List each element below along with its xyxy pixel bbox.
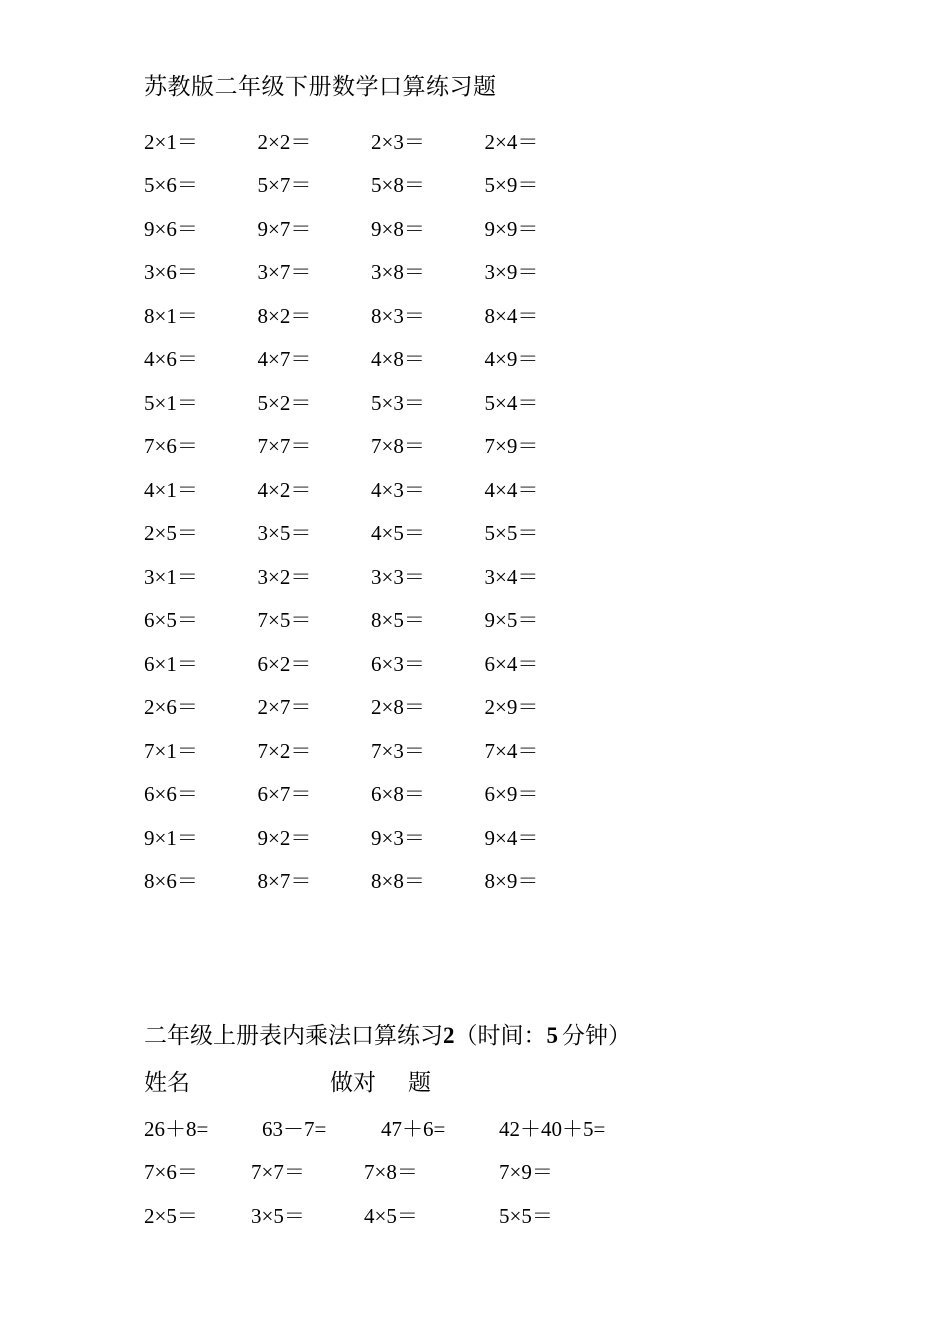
section2-title-prefix: 二年级上册表内乘法口算练习 — [144, 1023, 443, 1048]
question-label: 题 — [408, 1070, 431, 1095]
problem-cell: 5×7＝ — [257, 173, 312, 198]
problem-cell: 7×6＝ — [144, 434, 198, 459]
problem-row — [144, 206, 598, 250]
practice-cell: 7×6＝ — [144, 1160, 198, 1185]
problem-cell: 5×5＝ — [484, 521, 539, 546]
problem-cell: 5×2＝ — [257, 390, 312, 415]
problem-cell: 2×4＝ — [484, 129, 539, 154]
problem-cell: 9×3＝ — [371, 825, 425, 850]
problem-cell: 5×8＝ — [371, 173, 425, 198]
problem-row — [144, 163, 598, 207]
problem-cell: 4×1＝ — [144, 477, 198, 502]
problem-row — [144, 337, 598, 381]
problem-cell: 3×3＝ — [371, 564, 425, 589]
problem-cell: 7×4＝ — [484, 738, 539, 763]
problem-cell: 4×9＝ — [484, 347, 539, 372]
problem-row — [144, 119, 598, 163]
section2-title-number: 2 — [443, 1023, 455, 1048]
problem-cell: 4×6＝ — [144, 347, 198, 372]
problem-cell: 7×1＝ — [144, 738, 198, 763]
problem-cell: 4×7＝ — [257, 347, 312, 372]
problem-cell: 6×6＝ — [144, 782, 198, 807]
problem-cell: 2×2＝ — [257, 129, 312, 154]
problem-cell: 2×5＝ — [144, 521, 198, 546]
problem-row — [144, 293, 598, 337]
problem-cell: 6×2＝ — [257, 651, 312, 676]
problem-row — [144, 815, 598, 859]
problem-cell: 3×1＝ — [144, 564, 198, 589]
problem-cell: 6×9＝ — [484, 782, 539, 807]
problem-cell: 3×7＝ — [257, 260, 312, 285]
problem-cell: 2×9＝ — [484, 695, 539, 720]
problem-row — [144, 380, 598, 424]
problem-cell: 9×5＝ — [484, 608, 539, 633]
practice-cell: 3×5＝ — [251, 1203, 305, 1228]
problem-row — [144, 554, 598, 598]
problem-cell: 8×2＝ — [257, 303, 312, 328]
practice-cell: 63－7= — [262, 1116, 327, 1141]
practice-cell: 4×5＝ — [364, 1203, 418, 1228]
practice-cell: 2×5＝ — [144, 1203, 198, 1228]
practice-cell: 7×9＝ — [499, 1160, 553, 1185]
problem-row — [144, 250, 598, 294]
problem-cell: 3×6＝ — [144, 260, 198, 285]
problem-cell: 2×8＝ — [371, 695, 425, 720]
problem-cell: 7×8＝ — [371, 434, 425, 459]
problem-cell: 7×3＝ — [371, 738, 425, 763]
problem-cell: 4×2＝ — [257, 477, 312, 502]
problem-cell: 2×7＝ — [257, 695, 312, 720]
section2-title-mid: （时间： — [454, 1023, 547, 1048]
section2-title-time: 5 — [546, 1023, 558, 1048]
problem-cell: 6×1＝ — [144, 651, 198, 676]
problem-cell: 8×9＝ — [484, 869, 539, 894]
practice-cell: 7×7＝ — [251, 1160, 305, 1185]
page-title: 苏教版二年级下册数学口算练习题 — [144, 74, 497, 99]
problem-cell: 3×5＝ — [257, 521, 312, 546]
problem-cell: 4×5＝ — [371, 521, 425, 546]
problem-cell: 5×9＝ — [484, 173, 539, 198]
problem-cell: 7×7＝ — [257, 434, 312, 459]
problem-cell: 4×4＝ — [484, 477, 539, 502]
problem-cell: 9×2＝ — [257, 825, 312, 850]
problem-cell: 3×4＝ — [484, 564, 539, 589]
problem-row — [144, 467, 598, 511]
problem-row — [144, 598, 598, 642]
problem-cell: 2×6＝ — [144, 695, 198, 720]
problem-cell: 2×3＝ — [371, 129, 425, 154]
problem-cell: 5×4＝ — [484, 390, 539, 415]
name-label: 姓名 — [144, 1070, 190, 1095]
problem-cell: 8×1＝ — [144, 303, 198, 328]
problem-cell: 6×3＝ — [371, 651, 425, 676]
problem-cell: 4×3＝ — [371, 477, 425, 502]
problem-cell: 3×8＝ — [371, 260, 425, 285]
problem-cell: 5×3＝ — [371, 390, 425, 415]
problem-cell: 6×8＝ — [371, 782, 425, 807]
problem-row — [144, 728, 598, 772]
problem-cell: 8×5＝ — [371, 608, 425, 633]
practice-cell: 47＋6= — [381, 1116, 446, 1141]
practice-row — [144, 1150, 844, 1194]
problem-cell: 7×5＝ — [257, 608, 312, 633]
practice-cell: 42＋40＋5= — [499, 1116, 606, 1141]
problem-cell: 7×2＝ — [257, 738, 312, 763]
problem-cell: 3×9＝ — [484, 260, 539, 285]
problem-cell: 9×7＝ — [257, 216, 312, 241]
problem-cell: 7×9＝ — [484, 434, 539, 459]
multiplication-grid — [144, 119, 598, 902]
problem-cell: 5×6＝ — [144, 173, 198, 198]
problem-cell: 8×3＝ — [371, 303, 425, 328]
problem-row — [144, 511, 598, 555]
problem-cell: 5×1＝ — [144, 390, 198, 415]
section2-title-suffix: 分钟） — [562, 1023, 631, 1048]
practice-cell: 5×5＝ — [499, 1203, 553, 1228]
problem-cell: 8×6＝ — [144, 869, 198, 894]
problem-cell: 6×5＝ — [144, 608, 198, 633]
problem-row — [144, 641, 598, 685]
practice-row — [144, 1106, 844, 1150]
problem-cell: 9×9＝ — [484, 216, 539, 241]
practice-row — [144, 1193, 844, 1237]
problem-cell: 2×1＝ — [144, 129, 198, 154]
problem-cell: 6×7＝ — [257, 782, 312, 807]
practice-cell: 7×8＝ — [364, 1160, 418, 1185]
problem-cell: 8×8＝ — [371, 869, 425, 894]
problem-cell: 8×4＝ — [484, 303, 539, 328]
problem-cell: 8×7＝ — [257, 869, 312, 894]
problem-cell: 3×2＝ — [257, 564, 312, 589]
practice-cell: 26＋8= — [144, 1116, 209, 1141]
problem-row — [144, 685, 598, 729]
correct-label: 做对 — [330, 1070, 376, 1095]
problem-cell: 9×1＝ — [144, 825, 198, 850]
problem-cell: 9×8＝ — [371, 216, 425, 241]
problem-row — [144, 859, 598, 903]
problem-row — [144, 424, 598, 468]
problem-row — [144, 772, 598, 816]
problem-cell: 9×6＝ — [144, 216, 198, 241]
problem-cell: 9×4＝ — [484, 825, 539, 850]
problem-cell: 6×4＝ — [484, 651, 539, 676]
practice-grid — [144, 1106, 844, 1237]
section2-title — [144, 1017, 631, 1050]
problem-cell: 4×8＝ — [371, 347, 425, 372]
